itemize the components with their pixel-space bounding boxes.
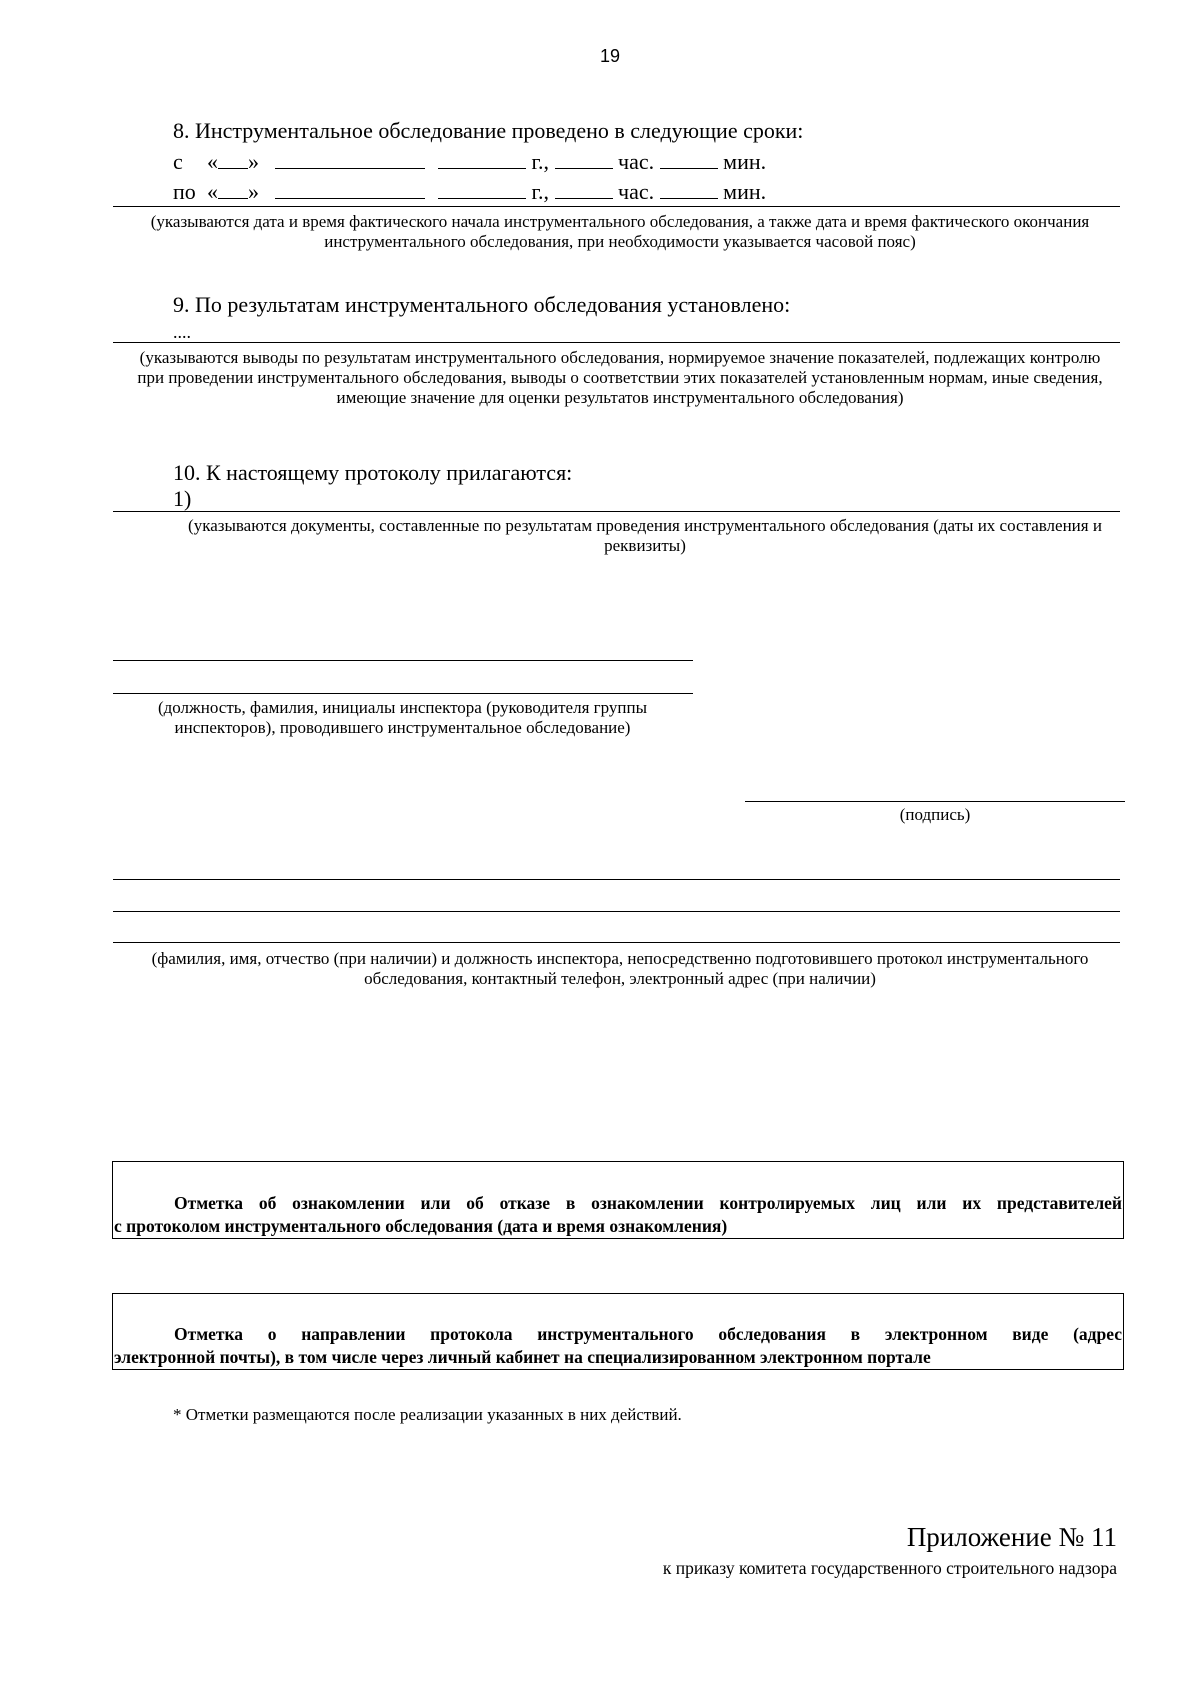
inspector-line-2 [113, 693, 693, 694]
preparer-line-3 [113, 942, 1120, 943]
section-8-rule [113, 206, 1120, 207]
footnote: * Отметки размещаются после реализации указанных в них действий. [173, 1405, 682, 1424]
month-field[interactable] [275, 178, 425, 199]
preparer-line-2[interactable] [113, 911, 1120, 912]
min-label: мин. [723, 149, 767, 174]
section-9-placeholder: .... [173, 322, 191, 342]
inspector-caption: (должность, фамилия, инициалы инспектора (руководителя группы инспекторов), проводившего инструментальное обследование) [157, 698, 648, 737]
section-8-note: (указываются дата и время фактического начала инструментального обследования, а также дата и время фактического окончания инструментального обследования, при необходимости указывается часовой пояс) [150, 212, 1090, 251]
signature-caption: (подпись) [899, 805, 971, 824]
date-row-to [173, 178, 766, 205]
hour-field[interactable] [555, 148, 613, 169]
month-field[interactable] [275, 148, 425, 169]
year-field[interactable] [438, 148, 526, 169]
year-field[interactable] [438, 178, 526, 199]
minute-field[interactable] [660, 178, 718, 199]
day-field[interactable] [218, 178, 248, 199]
minute-field[interactable] [660, 148, 718, 169]
day-field[interactable] [218, 148, 248, 169]
inspector-line[interactable] [113, 660, 693, 661]
to-prefix: по [173, 179, 196, 204]
hour-label: час. [618, 179, 655, 204]
signature-line[interactable] [745, 801, 1125, 802]
page-number: 19 [599, 46, 621, 66]
hour-field[interactable] [555, 178, 613, 199]
section-10-note: (указываются документы, составленные по результатам проведения инструментального обследования (даты их составления и реквизиты) [188, 516, 1102, 555]
acknowledgment-line-1: Отметка об ознакомлении или об отказе в ознакомлении контролируемых лиц или их представителей [174, 1193, 1122, 1213]
acknowledgment-box-text [114, 1192, 1122, 1238]
quote-open: « [207, 179, 218, 204]
hour-label: час. [618, 149, 655, 174]
preparer-caption: (фамилия, имя, отчество (при наличии) и должность инспектора, непосредственно подготовившего протокол инструментального обследования, контактный телефон, электронный адрес (при наличии) [151, 949, 1089, 988]
attachment-item-1: 1) [173, 486, 192, 511]
year-suffix: г., [531, 179, 550, 204]
acknowledgment-line-2: с протоколом инструментального обследования (дата и время ознакомления) [114, 1216, 728, 1236]
section-9-heading: 9. По результатам инструментального обследования установлено: [173, 292, 791, 317]
section-8-heading: 8. Инструментальное обследование проведено в следующие сроки: [173, 118, 804, 143]
section-9-rule[interactable] [113, 342, 1120, 343]
quote-open: « [207, 149, 218, 174]
quote-close: » [248, 179, 259, 204]
electronic-delivery-line-2: электронной почты), в том числе через личный кабинет на специализированном электронном портале [114, 1347, 931, 1367]
quote-close: » [248, 149, 259, 174]
appendix-subtitle: к приказу комитета государственного строительного надзора [662, 1558, 1117, 1578]
section-9-note: (указываются выводы по результатам инструментального обследования, нормируемое значение показателей, подлежащих контролю при проведении инструментального обследования, выводы о соответствии этих показателей установленным нормам, иные сведения, имеющие значение для оценки результатов инструментального обследования) [137, 348, 1103, 407]
from-prefix: с [173, 149, 183, 174]
min-label: мин. [723, 179, 767, 204]
section-10-rule[interactable] [113, 511, 1120, 512]
electronic-delivery-line-1: Отметка о направлении протокола инструментального обследования в электронном виде (адрес [174, 1324, 1122, 1344]
date-row-from [173, 148, 766, 175]
electronic-delivery-box-text [114, 1323, 1122, 1369]
section-10-heading: 10. К настоящему протоколу прилагаются: [173, 460, 573, 485]
year-suffix: г., [531, 149, 550, 174]
preparer-line-1[interactable] [113, 879, 1120, 880]
appendix-title: Приложение № 11 [906, 1522, 1117, 1552]
